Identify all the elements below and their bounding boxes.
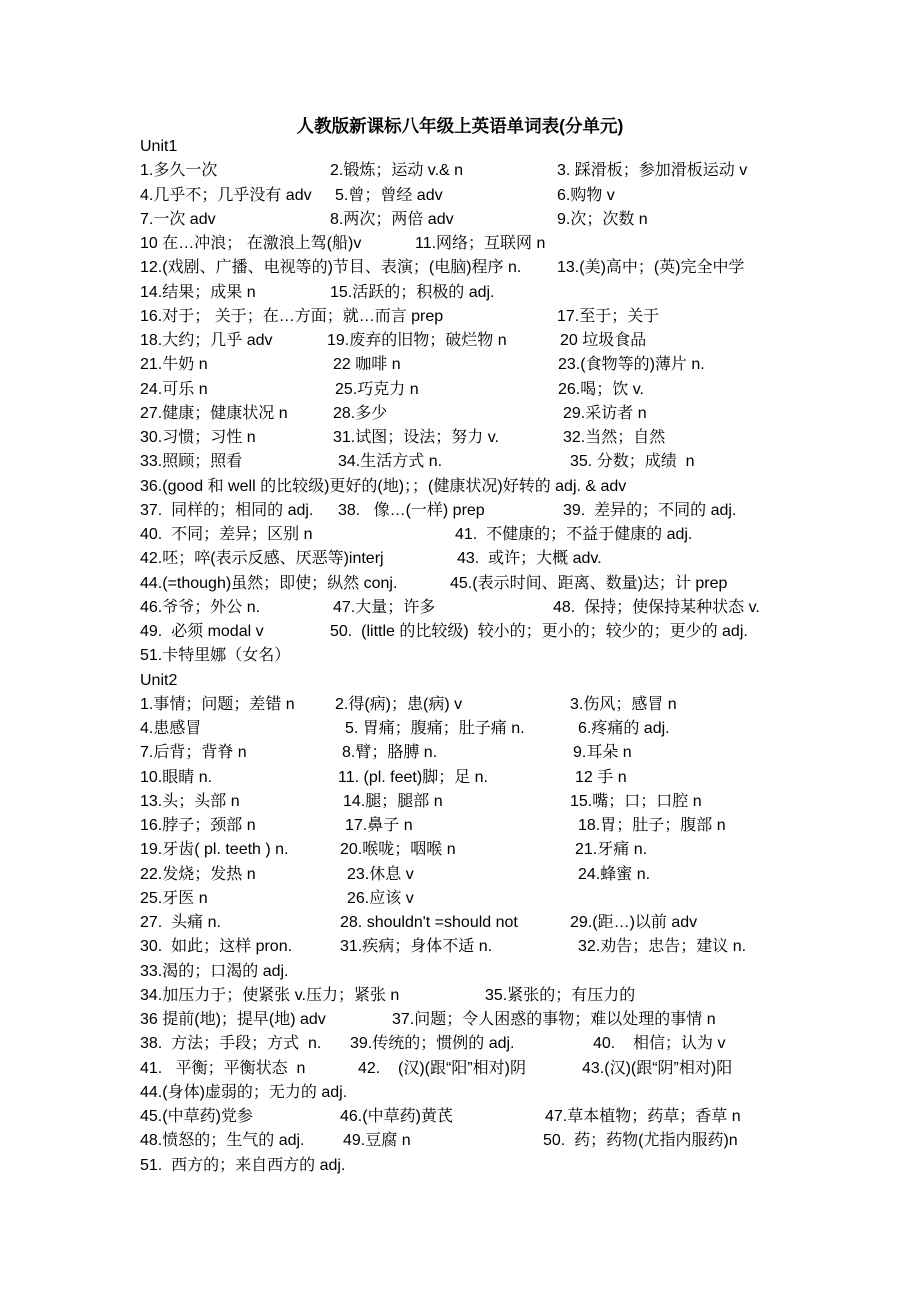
vocab-entry: 11. (pl. feet)脚；足 n. (338, 768, 488, 786)
vocab-entry: 5.曾；曾经 adv (335, 186, 443, 204)
word-list-line (0, 159, 920, 183)
word-list-line (0, 499, 920, 523)
word-list-line (0, 208, 920, 232)
vocab-entry: 37. 同样的；相同的 adj. (140, 501, 314, 519)
vocab-entry: 4.患感冒 (140, 720, 202, 737)
word-list-line (0, 717, 920, 741)
vocab-entry: 32.当然；自然 (563, 429, 666, 446)
word-list-line (0, 790, 920, 814)
vocab-entry: 46.爷爷；外公 n. (140, 598, 261, 616)
vocab-entry: 4.几乎不；几乎没有 adv (140, 186, 312, 204)
word-list (0, 135, 920, 1195)
vocab-entry: 46.(中草药)黄芪 (340, 1108, 453, 1125)
vocab-entry: 44.(=though)虽然；即使；纵然 conj. (140, 574, 398, 592)
vocab-entry: 35. 分数；成绩 n (570, 453, 695, 471)
vocab-entry: 27. 头痛 n. (140, 914, 221, 931)
vocab-entry: 6.购物 v (557, 186, 615, 204)
vocab-entry: 15.嘴；口；口腔 n (570, 792, 702, 810)
word-list-line (0, 814, 920, 838)
vocab-entry: 13.头；头部 n (140, 792, 240, 810)
vocab-entry: 20.喉咙；咽喉 n (340, 841, 456, 859)
vocab-entry: 16.脖子；颈部 n (140, 817, 256, 834)
word-list-line (0, 911, 920, 935)
word-list-line (0, 426, 920, 450)
word-list-line (0, 984, 920, 1008)
vocab-entry: 45.(中草药)党参 (140, 1108, 253, 1125)
vocab-entry: 8.臂；胳膊 n. (342, 744, 438, 762)
vocab-entry: 14.腿；腿部 n (343, 792, 443, 810)
vocab-entry: 49. 必须 modal v (140, 623, 264, 640)
vocab-entry: 23.休息 v (347, 865, 414, 883)
word-list-line (0, 863, 920, 887)
vocab-entry: 7.后背；背脊 n (140, 744, 247, 762)
vocab-entry: 25.巧克力 n (335, 380, 419, 398)
vocab-entry: 39.传统的；惯例的 adj. (350, 1035, 515, 1053)
vocab-entry: 19.牙齿( pl. teeth ) n. (140, 841, 289, 859)
vocab-entry: 35.紧张的；有压力的 (485, 986, 636, 1004)
vocab-entry: 25.牙医 n (140, 889, 208, 907)
word-list-line (0, 1105, 920, 1129)
vocab-entry: 1.多久一次 (140, 162, 218, 180)
vocab-entry: 30. 如此；这样 pron. (140, 938, 293, 956)
vocab-entry: 31.试图；设法；努力 v. (333, 429, 499, 446)
vocab-entry: 39. 差异的；不同的 adj. (563, 501, 737, 519)
word-list-line (0, 766, 920, 790)
vocab-entry: 34.加压力于；使紧张 v.压力；紧张 n (140, 986, 400, 1004)
vocab-entry: 20 垃圾食品 (560, 332, 647, 349)
vocab-entry: 36.(good 和 well 的比较级)更好的(地)；；(健康状况)好转的 adj. & adv (140, 477, 627, 495)
vocab-entry: 9.耳朵 n (573, 744, 632, 762)
vocab-entry: 29.(距…)以前 adv (570, 914, 698, 931)
vocab-entry: 11.网络；互联网 n (415, 235, 546, 252)
word-list-line (0, 450, 920, 474)
word-list-line (0, 475, 920, 499)
vocab-entry: 51.卡特里娜（女名） (140, 647, 291, 665)
vocab-entry: 26.应该 v (347, 889, 414, 907)
vocab-entry: 3.伤风；感冒 n (570, 695, 677, 713)
vocab-entry: 31.疾病；身体不适 n. (340, 938, 493, 956)
vocab-entry: 24.蜂蜜 n. (578, 865, 651, 883)
vocab-entry: 45.(表示时间、距离、数量)达；计 prep (450, 574, 728, 592)
vocab-entry: 30.习惯；习性 n (140, 429, 256, 446)
vocab-entry: 33.照顾；照看 (140, 453, 243, 471)
vocab-entry: 28. shouldn't =should not (340, 914, 518, 931)
word-list-line (0, 1008, 920, 1032)
word-list-line (0, 887, 920, 911)
vocab-entry: 12 手 n (575, 768, 627, 786)
vocab-entry: 38. 像…(一样) prep (338, 501, 485, 519)
word-list-line (0, 1057, 920, 1081)
vocab-entry: 8.两次；两倍 adv (330, 210, 454, 228)
word-list-line (0, 184, 920, 208)
vocab-entry: 15.活跃的；积极的 adj. (330, 283, 495, 301)
vocab-entry: 14.结果；成果 n (140, 283, 256, 301)
vocab-entry: 27.健康；健康状况 n (140, 404, 288, 422)
vocab-entry: 18.大约；几乎 adv (140, 332, 273, 349)
vocab-entry: 42.呸；啐(表示反感、厌恶等)interj (140, 550, 384, 568)
vocab-entry: 19.废弃的旧物；破烂物 n (327, 332, 507, 349)
vocab-entry: Unit2 (140, 671, 178, 689)
word-list-line (0, 1081, 920, 1105)
word-list-line (0, 281, 920, 305)
vocab-entry: 32.劝告；忠告；建议 n. (578, 938, 747, 956)
vocab-entry: 43. 或许；大概 adv. (457, 550, 602, 568)
vocab-entry: 12.(戏剧、广播、电视等的)节目、表演；(电脑)程序 n. (140, 259, 522, 277)
word-list-line (0, 838, 920, 862)
vocab-entry: 3. 踩滑板；参加滑板运动 v (557, 162, 748, 180)
word-list-line (0, 329, 920, 353)
vocab-entry: 48. 保持；使保持某种状态 v. (553, 598, 760, 616)
vocab-entry: 7.一次 adv (140, 210, 216, 228)
vocab-entry: 2.得(病)；患(病) v (335, 695, 463, 713)
vocab-entry: 49.豆腐 n (343, 1132, 411, 1150)
vocab-entry: 38. 方法；手段；方式 n. (140, 1035, 322, 1053)
word-list-line (0, 693, 920, 717)
word-list-line (0, 232, 920, 256)
word-list-line (0, 523, 920, 547)
word-list-line (0, 378, 920, 402)
word-list-line (0, 669, 920, 693)
vocab-entry: 50. (little 的比较级) 较小的；更小的；较少的；更少的 adj. (330, 623, 748, 640)
vocab-entry: 50. 药；药物(尤指内服药)n (543, 1132, 738, 1150)
vocab-entry: 51. 西方的；来自西方的 adj. (140, 1156, 346, 1174)
vocab-entry: 33.渴的；口渴的 adj. (140, 962, 289, 980)
vocab-entry: 22.发烧；发热 n (140, 865, 256, 883)
word-list-line (0, 1154, 920, 1178)
vocab-entry: 21.牙痛 n. (575, 841, 648, 859)
vocab-entry: 26.喝；饮 v. (558, 380, 644, 398)
vocab-entry: 40. 不同；差异；区别 n (140, 526, 313, 543)
vocab-entry: 28.多少 (333, 404, 388, 422)
vocab-entry: 34.生活方式 n. (338, 453, 443, 471)
vocab-entry: 21.牛奶 n (140, 356, 208, 374)
vocab-entry: 17.鼻子 n (345, 817, 413, 834)
vocab-entry: 47.草本植物；药草；香草 n (545, 1108, 741, 1125)
vocab-entry: 36 提前(地)；提早(地) adv (140, 1011, 326, 1028)
vocab-entry: Unit1 (140, 138, 178, 155)
word-list-line (0, 741, 920, 765)
vocab-entry: 23.(食物等的)薄片 n. (558, 356, 705, 374)
vocab-entry: 5. 胃痛；腹痛；肚子痛 n. (345, 720, 525, 737)
vocab-entry: 6.疼痛的 adj. (578, 720, 670, 737)
vocab-entry: 24.可乐 n (140, 380, 208, 398)
vocab-entry: 41. 不健康的；不益于健康的 adj. (455, 526, 693, 543)
word-list-line (0, 572, 920, 596)
word-list-line (0, 305, 920, 329)
vocab-entry: 18.胃；肚子；腹部 n (578, 817, 726, 834)
vocab-entry: 2.锻炼；运动 v.& n (330, 162, 464, 180)
word-list-line (0, 596, 920, 620)
word-list-line (0, 402, 920, 426)
word-list-line (0, 1032, 920, 1056)
vocab-entry: 48.愤怒的；生气的 adj. (140, 1132, 305, 1150)
word-list-line (0, 1129, 920, 1153)
vocab-entry: 9.次；次数 n (557, 210, 648, 228)
vocab-entry: 16.对于； 关于；在…方面；就…而言 prep (140, 307, 444, 325)
vocab-entry: 13.(美)高中；(英)完全中学 (557, 259, 745, 277)
word-list-line (0, 620, 920, 644)
vocab-entry: 40. 相信；认为 v (593, 1035, 726, 1053)
word-list-line (0, 256, 920, 280)
word-list-line (0, 353, 920, 377)
vocab-entry: 43.(汉)(跟“阴”相对)阳 (582, 1059, 733, 1077)
word-list-line (0, 135, 920, 159)
vocab-entry: 17.至于；关于 (557, 307, 660, 325)
word-list-line (0, 547, 920, 571)
vocab-entry: 22 咖啡 n (333, 356, 401, 374)
word-list-line (0, 644, 920, 668)
vocab-entry: 37.问题；令人困惑的事物；难以处理的事情 n (392, 1011, 716, 1028)
vocab-entry: 42. (汉)(跟“阳”相对)阴 (358, 1059, 526, 1077)
vocab-entry: 29.采访者 n (563, 404, 647, 422)
word-list-line (0, 960, 920, 984)
vocab-entry: 1.事情；问题；差错 n (140, 695, 295, 713)
vocab-entry: 41. 平衡；平衡状态 n (140, 1059, 306, 1077)
vocab-entry: 47.大量；许多 (333, 598, 436, 616)
document-title: 人教版新课标八年级上英语单词表(分单元) (296, 116, 624, 136)
vocab-entry: 10 在…冲浪； 在激浪上驾(船)v (140, 235, 362, 252)
vocab-entry: 44.(身体)虚弱的；无力的 adj. (140, 1083, 348, 1101)
vocab-entry: 10.眼睛 n. (140, 768, 213, 786)
word-list-line (0, 935, 920, 959)
